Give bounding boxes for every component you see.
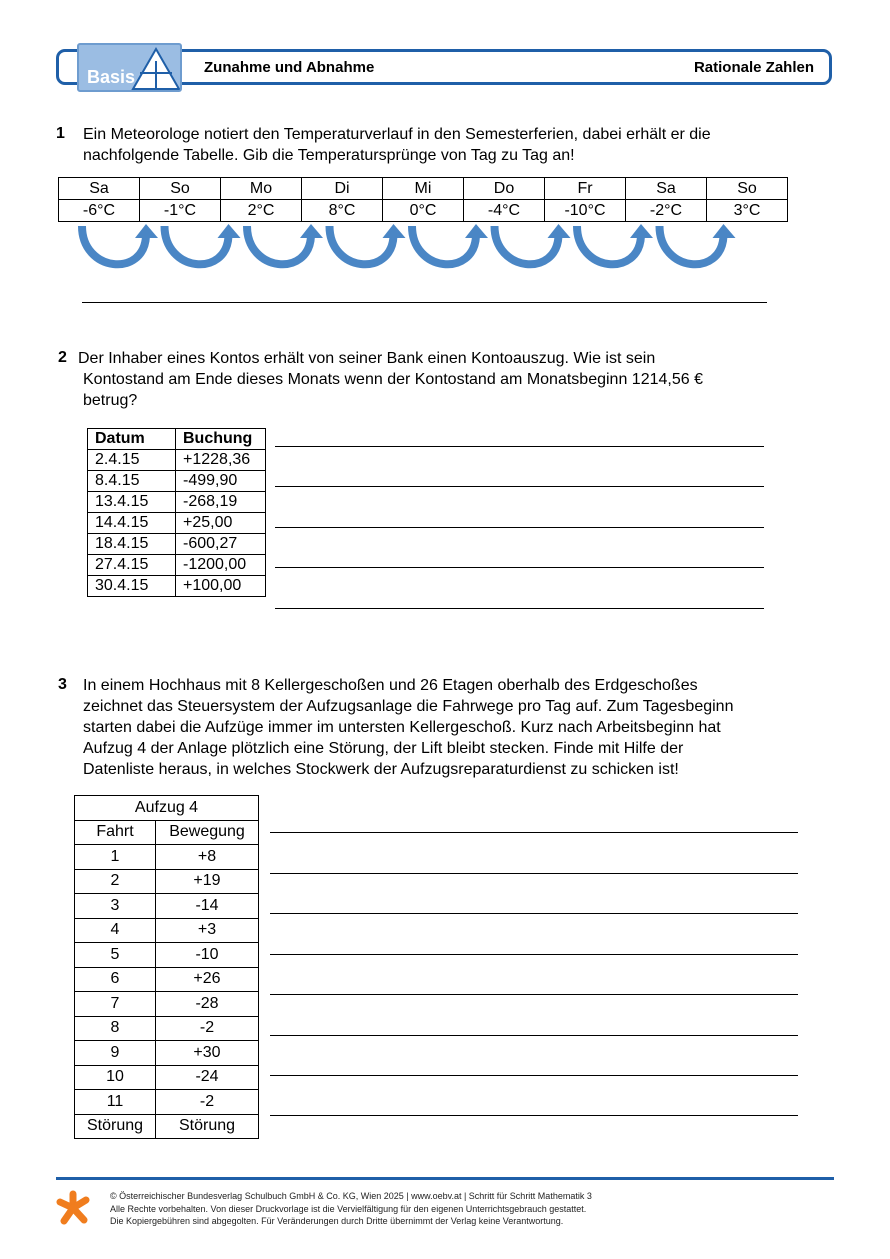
amount-cell: -1200,00: [176, 555, 266, 576]
movement-cell: +19: [156, 869, 259, 894]
column-header: Bewegung: [156, 820, 259, 845]
table-row: [88, 534, 266, 555]
trip-cell: 9: [75, 1041, 156, 1066]
trip-cell: 1: [75, 845, 156, 870]
movement-cell: -14: [156, 894, 259, 919]
answer-line[interactable]: [82, 302, 767, 303]
day-cell: Fr: [545, 178, 626, 200]
trip-cell: 8: [75, 1016, 156, 1041]
elevator-table: [74, 795, 259, 1139]
answer-line[interactable]: [275, 527, 764, 528]
movement-cell: +8: [156, 845, 259, 870]
answer-line[interactable]: [270, 1075, 798, 1076]
amount-cell: -268,19: [176, 492, 266, 513]
movement-cell: -10: [156, 943, 259, 968]
day-cell: So: [140, 178, 221, 200]
jump-arrows: [58, 222, 778, 274]
task1-text: [83, 124, 711, 166]
temperature-table: [58, 177, 788, 222]
answer-line[interactable]: [270, 873, 798, 874]
basis-logo: [77, 43, 182, 92]
date-cell: 27.4.15: [88, 555, 176, 576]
task3-text-line: Aufzug 4 der Anlage plötzlich eine Störung, der Lift bleibt stecken. Finde mit Hilfe der: [83, 740, 684, 757]
footer-rights: Alle Rechte vorbehalten. Von dieser Druckvorlage ist die Vervielfältigung für den eigenen Unterrichtsgebrauch gestattet.: [110, 1204, 587, 1214]
table-header-row: [88, 429, 266, 450]
table-header-row: [75, 820, 259, 845]
table-row: [88, 471, 266, 492]
date-cell: 8.4.15: [88, 471, 176, 492]
jump-arrow: [82, 224, 158, 264]
task3-text-line: In einem Hochhaus mit 8 Kellergeschoßen und 26 Etagen oberhalb des Erdgeschoßes: [83, 677, 698, 694]
answer-line[interactable]: [275, 567, 764, 568]
day-cell: Di: [302, 178, 383, 200]
trip-cell: 5: [75, 943, 156, 968]
trip-cell: 6: [75, 967, 156, 992]
table-row: [88, 555, 266, 576]
table-row: [88, 513, 266, 534]
task2-number: 2: [58, 349, 67, 366]
temp-cell: -6°C: [59, 200, 140, 222]
amount-cell: +100,00: [176, 576, 266, 597]
task3-text-line: zeichnet das Steuersystem der Aufzugsanlage die Fahrwege pro Tag auf. Zum Tagesbeginn: [83, 698, 734, 715]
amount-cell: +25,00: [176, 513, 266, 534]
day-cell: So: [707, 178, 788, 200]
amount-cell: -600,27: [176, 534, 266, 555]
trip-cell: 7: [75, 992, 156, 1017]
table-row: [75, 1090, 259, 1115]
temp-cell: -10°C: [545, 200, 626, 222]
task1-number: 1: [56, 125, 65, 142]
day-cell: Do: [464, 178, 545, 200]
movement-cell: +26: [156, 967, 259, 992]
task2-text-line: Der Inhaber eines Kontos erhält von seiner Bank einen Kontoauszug. Wie ist sein: [78, 350, 656, 367]
publisher-logo-icon: [56, 1190, 90, 1226]
answer-line[interactable]: [275, 446, 764, 447]
date-cell: 13.4.15: [88, 492, 176, 513]
column-header: Fahrt: [75, 820, 156, 845]
day-cell: Mo: [221, 178, 302, 200]
movement-cell: -28: [156, 992, 259, 1017]
date-cell: 30.4.15: [88, 576, 176, 597]
bank-statement-table: [87, 428, 266, 597]
header-subject: Rationale Zahlen: [693, 59, 814, 76]
task2-text-line: betrug?: [83, 392, 138, 409]
date-cell: 18.4.15: [88, 534, 176, 555]
answer-line[interactable]: [270, 994, 798, 995]
movement-cell: -24: [156, 1065, 259, 1090]
column-header: Buchung: [176, 429, 266, 450]
date-cell: 14.4.15: [88, 513, 176, 534]
footer-disclaimer: Die Kopiergebühren sind abgegolten. Für Veränderungen durch Dritte übernimmt der Verlag keine Verantwortung.: [110, 1216, 564, 1226]
task1-text-line: nachfolgende Tabelle. Gib die Temperatursprünge von Tag zu Tag an!: [83, 147, 575, 164]
temp-cell: 8°C: [302, 200, 383, 222]
column-header: Datum: [88, 429, 176, 450]
table-row: [88, 576, 266, 597]
day-cell: Sa: [626, 178, 707, 200]
movement-cell: +3: [156, 918, 259, 943]
task2-text-line: Kontostand am Ende dieses Monats wenn der Kontostand am Monatsbeginn 1214,56 €: [83, 371, 703, 388]
table-row: [75, 1114, 259, 1139]
day-cell: Mi: [383, 178, 464, 200]
footer-divider: [56, 1177, 834, 1180]
movement-cell: +30: [156, 1041, 259, 1066]
days-row: [59, 178, 788, 200]
trip-cell: 10: [75, 1065, 156, 1090]
answer-line[interactable]: [270, 913, 798, 914]
table-row: [88, 492, 266, 513]
jump-arrow: [247, 224, 323, 264]
jump-arrow: [412, 224, 488, 264]
table-row: [75, 943, 259, 968]
trip-cell: 3: [75, 894, 156, 919]
jump-arrow: [577, 224, 653, 264]
temp-cell: 2°C: [221, 200, 302, 222]
answer-line[interactable]: [270, 832, 798, 833]
header-topic: Zunahme und Abnahme: [204, 59, 375, 76]
amount-cell: -499,90: [176, 471, 266, 492]
trip-cell: 2: [75, 869, 156, 894]
date-cell: 2.4.15: [88, 450, 176, 471]
trip-cell: 4: [75, 918, 156, 943]
jump-arrow: [495, 224, 571, 264]
answer-line[interactable]: [270, 1035, 798, 1036]
task3-text-line: starten dabei die Aufzüge immer im untersten Kellergeschoß. Kurz nach Arbeitsbeginn hat: [83, 719, 721, 736]
table-row: [75, 1016, 259, 1041]
answer-line[interactable]: [275, 608, 764, 609]
day-cell: Sa: [59, 178, 140, 200]
logo-text: Basis: [87, 67, 136, 87]
answer-line[interactable]: [275, 486, 764, 487]
temperature-row: [59, 200, 788, 222]
table-row: [75, 1065, 259, 1090]
table-row: [75, 918, 259, 943]
task3-text: [83, 675, 733, 780]
footer-copyright: © Österreichischer Bundesverlag Schulbuch GmbH & Co. KG, Wien 2025 | www.oebv.at | Schritt für Schritt Mathematik 3: [110, 1191, 592, 1201]
table-row: [75, 894, 259, 919]
jump-arrow: [660, 224, 736, 264]
trip-cell: 11: [75, 1090, 156, 1115]
answer-line[interactable]: [270, 1115, 798, 1116]
temp-cell: 3°C: [707, 200, 788, 222]
temp-cell: -1°C: [140, 200, 221, 222]
task3-text-line: Datenliste heraus, in welches Stockwerk der Aufzugsreparaturdienst zu schicken ist!: [83, 761, 679, 778]
table-title: Aufzug 4: [75, 796, 259, 821]
table-row: [88, 450, 266, 471]
temp-cell: -4°C: [464, 200, 545, 222]
jump-arrow: [330, 224, 406, 264]
trip-cell: Störung: [75, 1114, 156, 1139]
table-row: [75, 992, 259, 1017]
movement-cell: Störung: [156, 1114, 259, 1139]
temp-cell: -2°C: [626, 200, 707, 222]
amount-cell: +1228,36: [176, 450, 266, 471]
table-row: [75, 845, 259, 870]
table-row: [75, 869, 259, 894]
task3-number: 3: [58, 676, 67, 693]
jump-arrow: [165, 224, 241, 264]
answer-line[interactable]: [270, 954, 798, 955]
movement-cell: -2: [156, 1090, 259, 1115]
temp-cell: 0°C: [383, 200, 464, 222]
task1-text-line: Ein Meteorologe notiert den Temperaturverlauf in den Semesterferien, dabei erhält er die: [83, 126, 711, 143]
table-row: [75, 967, 259, 992]
triangle-logo-icon: [131, 47, 181, 91]
movement-cell: -2: [156, 1016, 259, 1041]
table-title-row: [75, 796, 259, 821]
table-row: [75, 1041, 259, 1066]
